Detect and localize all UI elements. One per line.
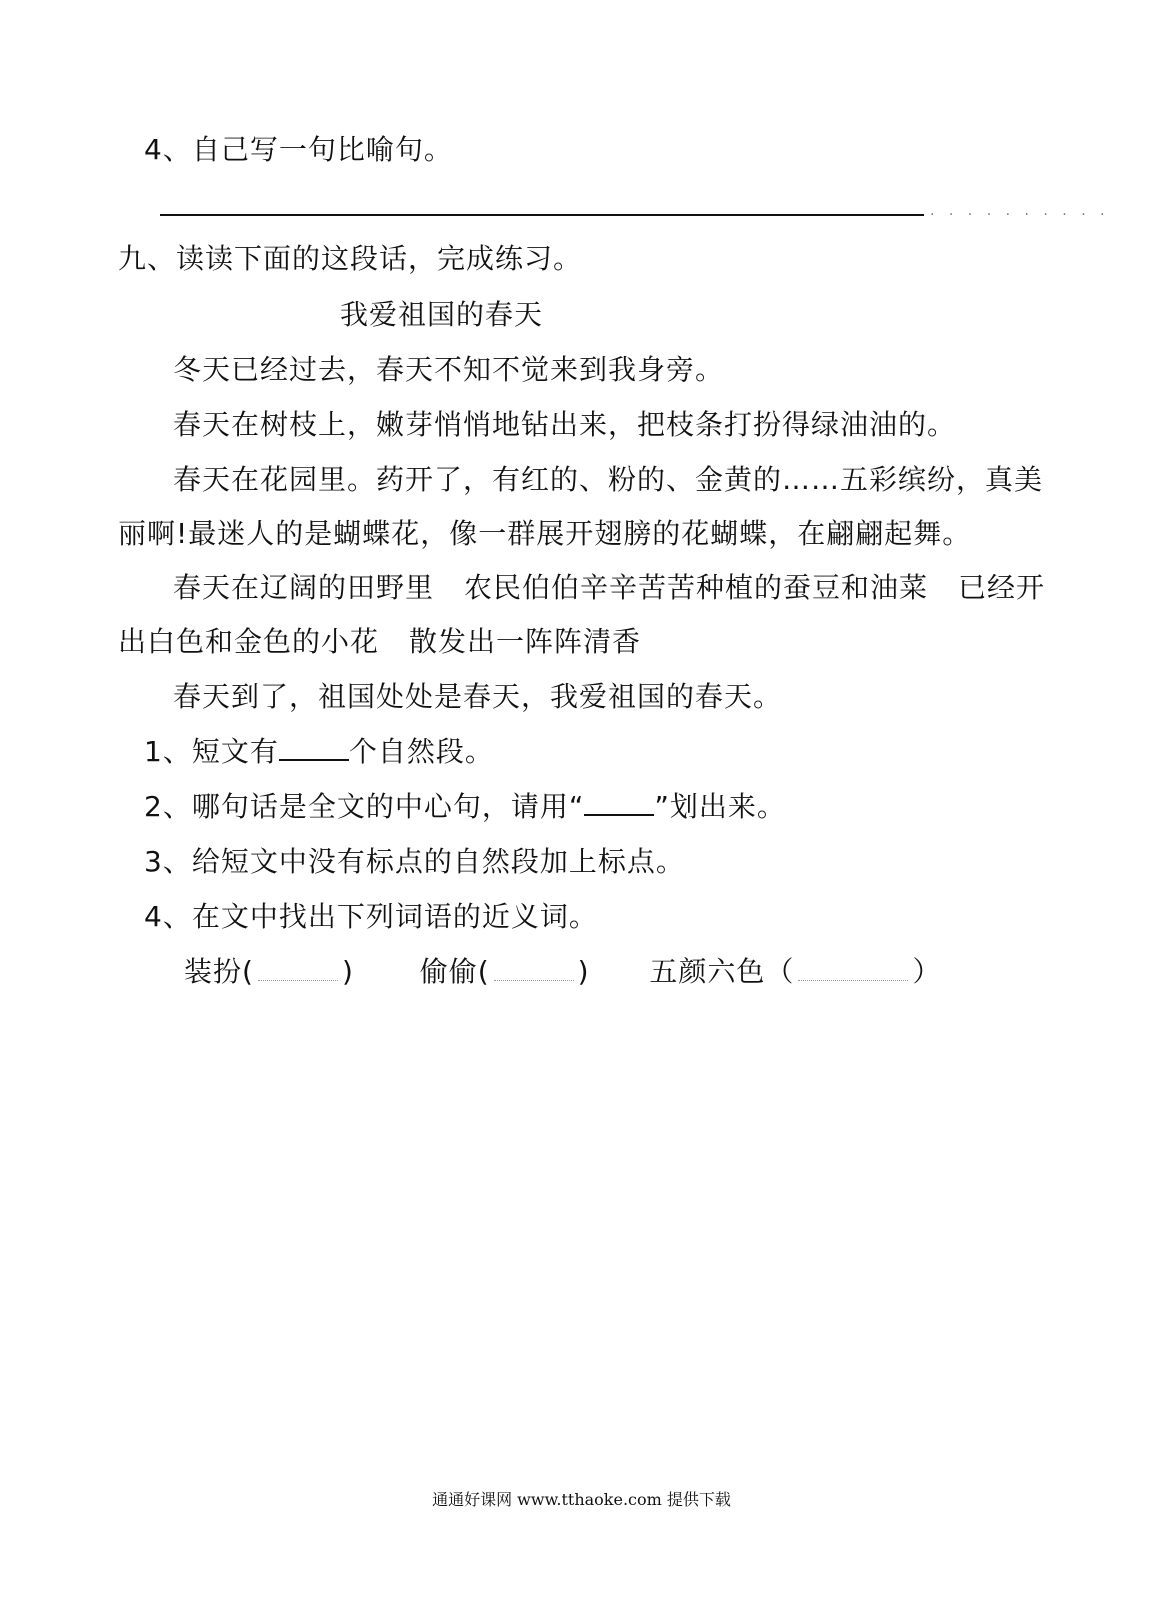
question-3: 3、给短文中没有标点的自然段加上标点。: [144, 845, 685, 878]
paragraph-4-line-2-part-1: 出白色和金色的小花: [118, 625, 380, 658]
question-1-prefix: 1、短文有: [144, 735, 279, 768]
synonym-answer-3[interactable]: [798, 958, 908, 981]
question-1: [144, 735, 494, 769]
paren-open: (: [242, 955, 254, 988]
question-2-blank[interactable]: [584, 790, 654, 816]
dotted-trail: . . . . . . . . . .: [930, 203, 1110, 219]
passage-title: 我爱祖国的春天: [340, 298, 544, 331]
paragraph-4-part-1: 春天在辽阔的田野里: [173, 571, 435, 604]
synonym-answer-2[interactable]: [494, 958, 574, 981]
synonym-word-2: 偷偷: [419, 955, 478, 988]
paragraph-5: 春天到了，祖国处处是春天，我爱祖国的春天。: [173, 680, 783, 713]
paren-open-cn: （: [765, 955, 795, 988]
paren-open: (: [477, 955, 490, 988]
question-4: 4、在文中找出下列词语的近义词。: [144, 900, 598, 933]
footer: 通通好课网 www.tthaoke.com 提供下载: [432, 1490, 731, 1509]
paragraph-4-line-2-part-2: 散发出一阵阵清香: [409, 625, 642, 658]
paren-close-cn: ）: [912, 955, 942, 988]
synonym-word-3: 五颜六色: [649, 955, 766, 988]
paragraph-1: 冬天已经过去，春天不知不觉来到我身旁。: [173, 353, 725, 386]
answer-line: [160, 214, 924, 216]
paragraph-4-part-3: 已经开: [958, 571, 1046, 604]
synonym-row: [184, 955, 941, 989]
paragraph-4-part-2: 农民伯伯辛辛苦苦种植的蚕豆和油菜: [464, 571, 929, 604]
paren-close: ): [577, 955, 590, 988]
section-title: 九、读读下面的这段话，完成练习。: [118, 242, 583, 275]
synonym-answer-1[interactable]: [258, 958, 338, 981]
paren-close: ): [341, 955, 354, 988]
paragraph-2: 春天在树枝上，嫩芽悄悄地钻出来，把枝条打扮得绿油油的。: [173, 408, 957, 441]
question-2: [144, 790, 786, 824]
synonym-word-1: 装扮: [184, 955, 243, 988]
question-1-blank[interactable]: [279, 735, 349, 761]
question-2-prefix: 2、哪句话是全文的中心句，请用“: [144, 790, 585, 823]
prev-question-4: 4、自己写一句比喻句。: [144, 133, 453, 166]
paragraph-3-line-1: 春天在花园里。药开了，有红的、粉的、金黄的……五彩缤纷，真美: [173, 463, 1044, 496]
question-1-suffix: 个自然段。: [348, 735, 494, 768]
paragraph-3-line-2: 丽啊!最迷人的是蝴蝶花，像一群展开翅膀的花蝴蝶，在翩翩起舞。: [118, 517, 972, 550]
paragraph-4-line-2: [118, 625, 641, 659]
question-2-suffix: ”划出来。: [654, 790, 786, 823]
paragraph-4-line-1: [173, 571, 1045, 605]
